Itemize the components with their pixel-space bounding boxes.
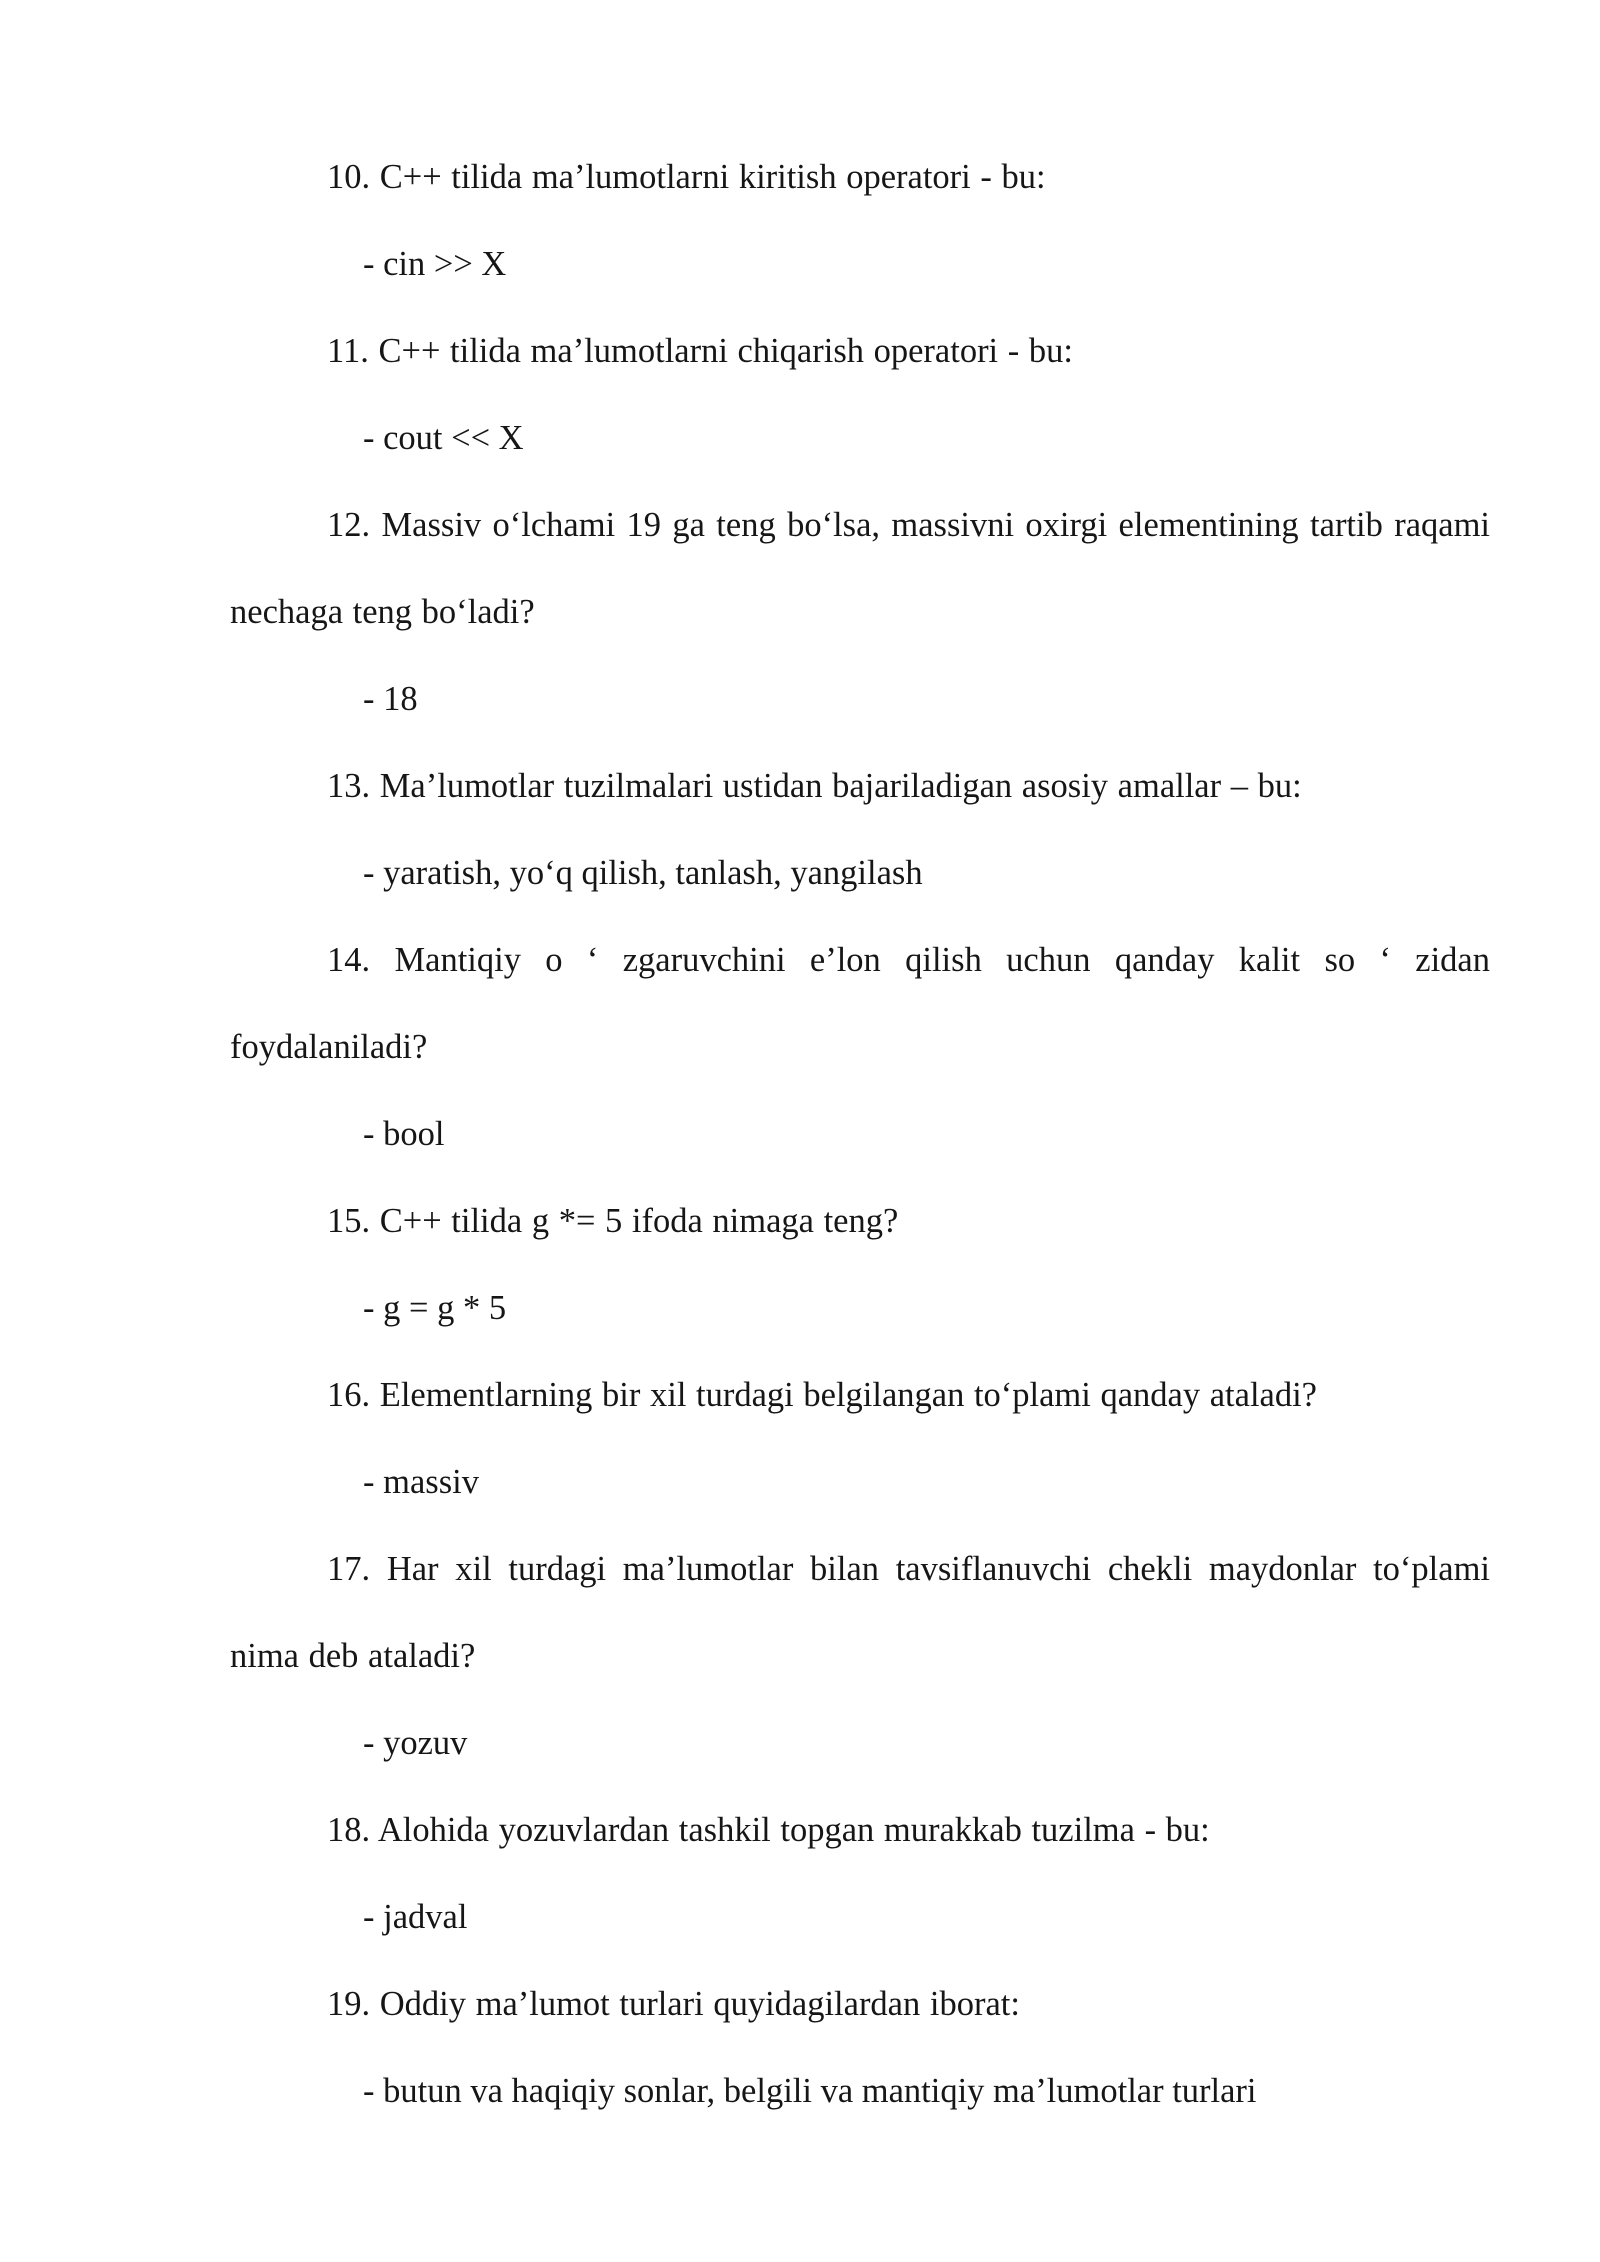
answer-13: - yaratish, yo‘q qilish, tanlash, yangilash [363, 854, 923, 892]
document-page [230, 134, 1490, 2135]
question-12: 12. Massiv o‘lchami 19 ga teng bo‘lsa, massivni oxirgi elementining tartib raqami nechaga teng bo‘ladi? [230, 506, 1490, 631]
question-13: 13. Ma’lumotlar tuzilmalari ustidan bajariladigan asosiy amallar – bu: [327, 767, 1302, 805]
question-18: 18. Alohida yozuvlardan tashkil topgan murakkab tuzilma - bu: [327, 1811, 1210, 1849]
question-16: 16. Elementlarning bir xil turdagi belgilangan to‘plami qanday ataladi? [327, 1376, 1317, 1414]
answer-12: - 18 [363, 680, 418, 718]
question-17: 17. Har xil turdagi ma’lumotlar bilan tavsiflanuvchi chekli maydonlar to‘plami nima deb ataladi? [230, 1550, 1490, 1675]
question-15: 15. C++ tilida g *= 5 ifoda nimaga teng? [327, 1202, 899, 1240]
answer-19: - butun va haqiqiy sonlar, belgili va mantiqiy ma’lumotlar turlari [363, 2072, 1257, 2110]
answer-18: - jadval [363, 1898, 468, 1936]
question-19: 19. Oddiy ma’lumot turlari quyidagilardan iborat: [327, 1985, 1020, 2023]
answer-16: - massiv [363, 1463, 479, 1501]
answer-10: - cin >> X [363, 245, 507, 283]
answer-11: - cout << X [363, 419, 524, 457]
question-10: 10. C++ tilida ma’lumotlarni kiritish operatori - bu: [327, 158, 1046, 196]
question-14: 14. Mantiqiy o ‘ zgaruvchini e’lon qilish uchun qanday kalit so ‘ zidan foydalaniladi? [230, 941, 1490, 1066]
answer-14: - bool [363, 1115, 445, 1153]
answer-17: - yozuv [363, 1724, 468, 1762]
answer-15: - g = g * 5 [363, 1289, 507, 1327]
question-11: 11. C++ tilida ma’lumotlarni chiqarish operatori - bu: [327, 332, 1073, 370]
